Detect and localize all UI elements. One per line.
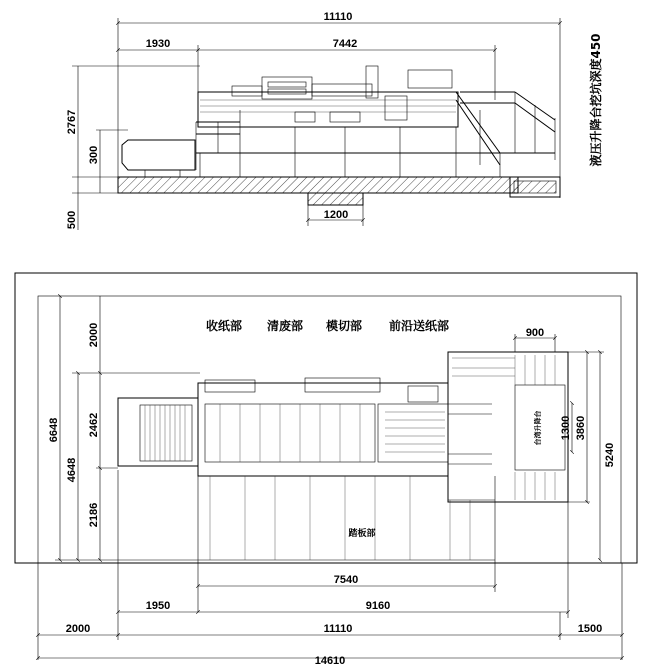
dim-feeder-gap: 1300 [560,415,572,441]
room-boundary [15,273,637,563]
dim-feeder-width: 900 [525,327,545,339]
pit-dimension [308,205,363,226]
dim-left-offset-plan: 1950 [145,600,171,612]
dim-total-width: 6648 [48,417,60,443]
label-operator-platform: 踏板部 [348,529,376,539]
dim-right-height: 5240 [604,442,616,468]
dim-lower-part: 2186 [88,502,100,528]
dim-machine-length: 7442 [332,38,358,50]
label-die-cutting: 模切部 [325,319,363,333]
plan-view [15,273,637,667]
machine-body-plan [118,378,492,476]
dim-pit-width: 1200 [323,209,349,221]
dim-feeder-depth: 3860 [575,415,587,441]
section-labels [206,318,449,333]
machine-body-elevation [198,66,458,127]
dim-bottom-length: 7540 [333,574,359,586]
dim-total-length-plan: 14610 [314,655,346,667]
feeder-platform [448,352,568,502]
dim-platform: 300 [88,145,100,165]
elevation-left-dimensions [66,66,200,230]
label-feeder: 前沿送纸部 [388,319,450,333]
dim-foundation: 500 [66,210,78,230]
dim-machine-length-plan: 11110 [323,623,353,635]
delivery-unit-elevation [122,140,195,177]
dim-height: 2767 [66,109,78,135]
elevation-view [66,11,603,230]
dim-top-clearance: 2000 [88,322,100,348]
dim-left-clearance: 2000 [65,623,91,635]
label-delivery: 收纸部 [205,319,243,333]
dim-total-length: 11110 [323,11,353,23]
dim-upper-part: 2462 [88,412,100,438]
dim-left-offset: 1930 [145,38,171,50]
dim-machine-width: 4648 [66,457,78,483]
operator-walkway [198,476,495,560]
label-stripping: 清废部 [266,319,304,333]
walkway-railing-elevation [196,92,555,177]
dim-right-clearance: 1500 [577,623,603,635]
foundation [118,177,560,205]
label-feeder-lift: 台湾升降台 [534,410,542,446]
pit-depth-note: 液压升降台挖坑深度450 [589,33,603,167]
dim-mid-length: 9160 [365,600,391,612]
